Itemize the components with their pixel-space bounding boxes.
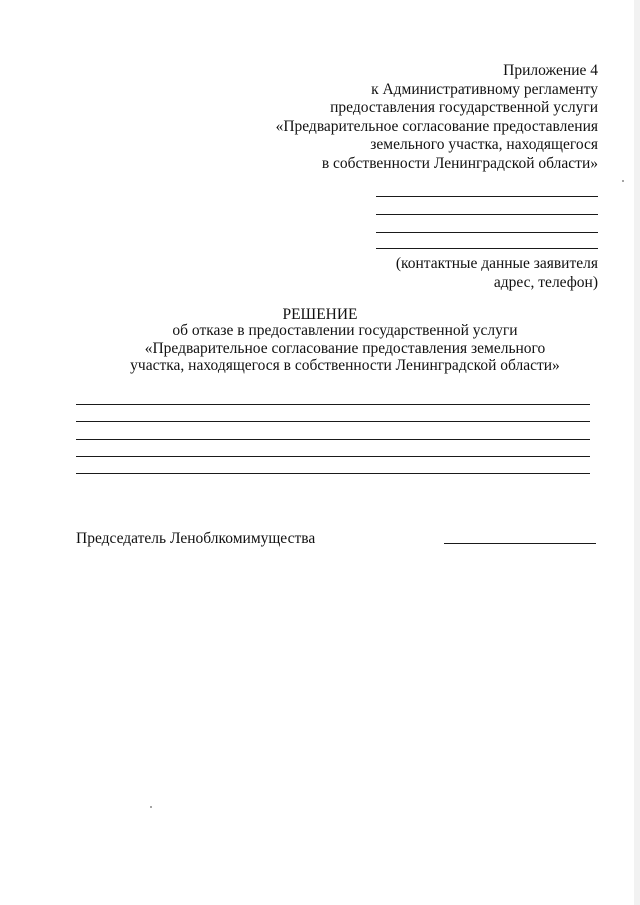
applicant-blank-line <box>376 248 598 249</box>
service-reference: предоставления государственной услуги <box>330 99 598 117</box>
signer-position: Председатель Леноблкомимущества <box>76 530 316 547</box>
reason-blank-line <box>76 439 590 440</box>
decision-title: РЕШЕНИЕ <box>282 306 358 323</box>
regulation-reference: к Административному регламенту <box>371 80 598 98</box>
applicant-contact-caption <box>338 254 598 292</box>
subtitle-line-2: «Предварительное согласование предоставления земельного <box>144 339 546 357</box>
appendix-header <box>258 62 598 174</box>
applicant-blank-line <box>376 214 598 215</box>
reason-blank-line <box>76 456 590 457</box>
scan-speck <box>622 180 624 182</box>
scan-edge-shadow <box>634 0 640 905</box>
service-name-line-1: «Предварительное согласование предоставления <box>275 117 598 135</box>
subtitle-line-3: участка, находящегося в собственности Ленинградской области» <box>130 357 560 375</box>
service-name-line-3: в собственности Ленинградской области» <box>321 154 598 172</box>
reason-blank-line <box>76 473 590 474</box>
subtitle-line-1: об отказе в предоставлении государственной услуги <box>172 322 518 339</box>
reason-blank-line <box>76 421 590 422</box>
service-name-line-2: земельного участка, находящегося <box>370 136 598 154</box>
signature-line <box>444 543 596 544</box>
decision-subtitle <box>90 322 600 375</box>
contact-caption-line-2: адрес, телефон) <box>493 274 598 291</box>
appendix-number: Приложение 4 <box>503 62 598 79</box>
contact-caption-line-1: (контактные данные заявителя <box>395 255 598 272</box>
applicant-blank-line <box>376 232 598 233</box>
scan-speck <box>150 806 152 808</box>
reason-blank-line <box>76 404 590 405</box>
applicant-blank-line <box>376 196 598 197</box>
